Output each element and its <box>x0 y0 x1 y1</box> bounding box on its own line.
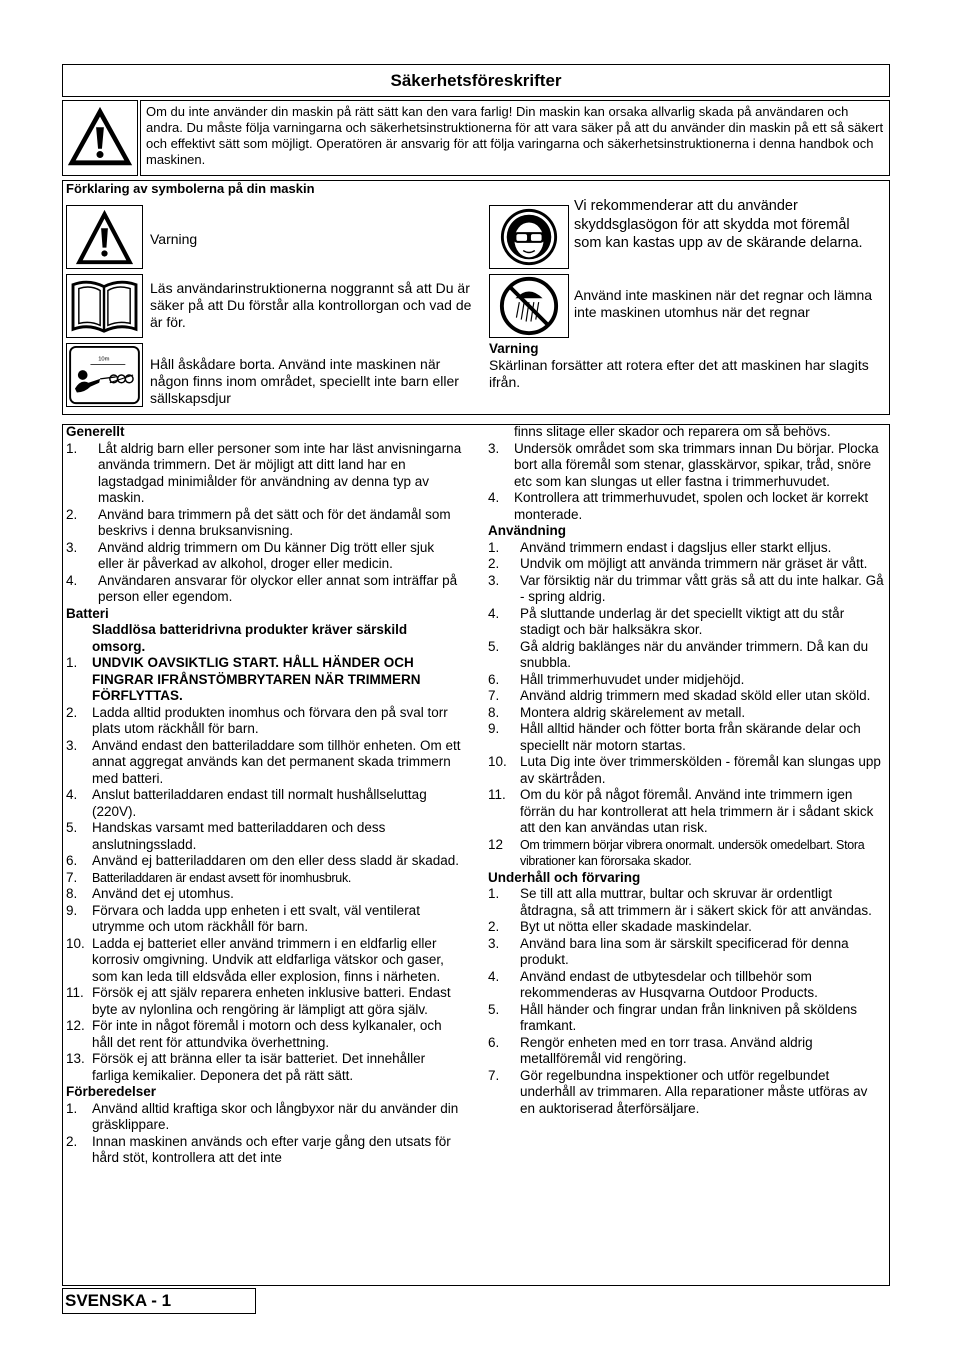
keep-bystanders-away-icon <box>66 343 143 407</box>
list-item-text: Förvara och ladda upp enheten i ett svalt, väl ventilerat utrymme och utom räckhåll för barn. <box>92 902 420 934</box>
line-warning-text: Skärlinan forsätter att rotera efter det att maskinen har slagits ifrån. <box>489 357 869 390</box>
list-item-text: Använd aldrig trimmern om Du känner Dig trött eller sjuk eller är påverkad av alkohol, droger eller medicin. <box>98 539 435 571</box>
list-item <box>488 936 884 969</box>
list-item-number: 7. <box>66 869 78 885</box>
list-item-text: Håll alltid händer och fötter borta från skärande delar och speciellt när motorn startas. <box>520 721 861 753</box>
list-item-number: 4. <box>66 572 78 588</box>
list-item <box>66 1051 462 1084</box>
list-item <box>488 705 884 722</box>
list-item-text: Om du kör på något föremål. Använd inte trimmern igen förrän du har kontrollerat att hela trimmern är i sådant skick att den kan användas utan risk. <box>520 787 874 835</box>
list-item-number: 2. <box>488 919 500 934</box>
list-item <box>66 870 462 887</box>
list-item-number: 3. <box>66 737 78 753</box>
list-item <box>488 490 884 523</box>
list-item <box>488 754 884 787</box>
list-item <box>488 1002 884 1035</box>
list-item-text: Använd aldrig trimmern med skadad sköld eller utan sköld. <box>520 688 871 703</box>
list-item <box>66 441 462 507</box>
list-item-number: 1. <box>66 440 78 456</box>
list-item-text: Ladda ej batteriet eller använd trimmern i en eldfarlig eller korrosiv omgivning. Undvik att eldfarliga vätskor och gaser, som kan leda till eldsvåda eller explosion, finns i närheten. <box>92 935 444 984</box>
page-title: Säkerhetsföreskrifter <box>62 64 890 97</box>
list-item-text: Försök ej att bränna eller ta isär batteriet. Det innehåller farliga kemikalier. Deponera det på rätt sätt. <box>92 1051 426 1083</box>
list-item <box>66 540 462 573</box>
list-item-text: Rengör enheten med en torr trasa. Använd aldrig metallföremål vid rengöring. <box>520 1034 813 1066</box>
list-item-number: 5. <box>488 1001 500 1017</box>
list-item-text: Se till att alla muttrar, bultar och skruvar är ordentligt åtdragna, så att trimmern är i säkert skick för att användas. <box>520 886 872 918</box>
list-item-number: 2. <box>66 1133 78 1149</box>
list-item <box>66 655 462 705</box>
manual-description: Läs användarinstruktionerna noggrannt så att Du är säker på att Du förstår alla kontrollorgan och vad de är för. <box>150 280 472 330</box>
list-item-text: Använd bara trimmern på det sätt och för det ändamål som beskrivs i denna bruksanvisning. <box>98 506 451 538</box>
list-item-number: 10. <box>66 935 85 951</box>
preparations-continued: finns slitage eller skador och reparera om så behövs. <box>514 424 831 439</box>
general-heading: Generellt <box>66 424 125 439</box>
symbols-heading: Förklaring av symbolerna på din maskin <box>66 181 315 196</box>
list-item-number: 8. <box>66 886 78 901</box>
list-item-text: Använd ej batteriladdaren om den eller dess sladd är skadad. <box>92 853 459 868</box>
list-item-number: 7. <box>488 688 500 703</box>
list-item-number: 4. <box>488 605 500 621</box>
list-item <box>488 672 884 689</box>
list-item-number: 2. <box>66 506 78 522</box>
list-item-number: 3. <box>488 935 500 951</box>
usage-heading: Användning <box>488 523 566 538</box>
list-item-text: Var försiktig när du trimmar vått gräs så att du inte halkar. Gå - spring aldrig. <box>520 572 884 604</box>
list-item-number: 11. <box>66 985 84 1000</box>
list-item-text: Använd endast den batteriladdare som tillhör enheten. Om ett annat aggregat används kan det permanent skada trimmern med batteri. <box>92 737 461 786</box>
list-item <box>66 1101 462 1134</box>
list-item-text: Gå aldrig baklänges när du använder trimmern. Då kan du snubbla. <box>520 638 869 670</box>
battery-heading: Batteri <box>66 605 109 621</box>
list-item-text: Byt ut nötta eller skadade maskindelar. <box>520 919 752 934</box>
warning-icon <box>62 100 138 176</box>
list-item-number: 1. <box>66 1100 78 1116</box>
maintenance-heading: Underhåll och förvaring <box>488 869 641 885</box>
list-item <box>488 919 884 936</box>
intro-warning-text: Om du inte använder din maskin på rätt sätt kan den vara farlig! Din maskin kan orsaka allvarlig skada på användaren och andra. Du måste följa varningarna och säkerhetsinstruktionerna för att vara säker på att du använder din maskin på ett så säkert och effektivt sätt som möjligt. Operatören är ansvarig för att följa varingarna och säkerhetsinstruktionerna i denna handbok och maskinen. <box>140 100 890 176</box>
list-item-text: Kontrollera att trimmerhuvudet, spolen och locket är korrekt monterade. <box>514 490 869 522</box>
list-item <box>488 573 884 606</box>
list-item <box>66 787 462 820</box>
list-item-number: 1. <box>66 655 78 670</box>
list-item-number: 4. <box>488 968 500 984</box>
list-item <box>66 886 462 903</box>
page-footer: SVENSKA - 1 <box>62 1288 256 1314</box>
list-item-text: Undvik om möjligt att använda trimmern när gräset är vått. <box>520 556 868 571</box>
right-column <box>488 424 884 1117</box>
list-item <box>66 738 462 788</box>
warning-triangle-icon <box>66 205 143 269</box>
list-item-number: 5. <box>488 638 500 654</box>
list-item-number: 8. <box>488 704 500 720</box>
list-item-number: 2. <box>66 704 78 720</box>
distance-label: 10m <box>98 356 110 363</box>
list-item <box>66 573 462 606</box>
list-item-text: För inte in något föremål i motorn och dess kylkanaler, och håll det rent för attundvika överhettning. <box>92 1018 442 1050</box>
goggles-description: Vi rekommenderar att du använder skyddsglasögon för att skydda mot föremål som kan kastas upp av de skärande delarna. <box>574 198 863 251</box>
list-item-number: 13. <box>66 1051 85 1066</box>
list-item-text: UNDVIK OAVSIKTLIG START. HÅLL HÄNDER OCH FINGRAR IFRÅNSTÖMBRYTAREN NÄR TRIMMERN FÖRFLYTTAS. <box>92 655 421 703</box>
list-item-text: Försök ej att själv reparera enheten inklusive batteri. Endast byte av nylonlina och rengöring är lämpligt att göra själv. <box>92 985 451 1017</box>
list-item-text: På sluttande underlag är det speciellt viktigt att du står stadigt och bär halksäkra skor. <box>520 605 845 637</box>
list-item <box>488 688 884 705</box>
list-item <box>488 969 884 1002</box>
list-item-text: Luta Dig inte över trimmerskölden - föremål kan slungas upp av skärtråden. <box>520 754 881 786</box>
list-item-text: Om trimmern börjar vibrera onormalt. undersök omedelbart. Stora vibrationer kan förorsaka skador. <box>520 837 865 868</box>
list-item-text: Handskas varsamt med batteriladdaren och dess anslutningssladd. <box>92 820 386 852</box>
list-item <box>488 721 884 754</box>
list-item-number: 10. <box>488 754 507 769</box>
list-item <box>66 705 462 738</box>
read-manual-icon <box>66 274 143 338</box>
list-item <box>488 1035 884 1068</box>
list-item <box>488 606 884 639</box>
left-column <box>66 424 462 1167</box>
list-item-number: 3. <box>488 572 500 588</box>
list-item-text: Gör regelbundna inspektioner och utför regelbundet underhåll av trimmaren. Alla reparationer måste utföras av en auktoriserad återförsäljare. <box>520 1067 868 1116</box>
list-item <box>66 903 462 936</box>
list-item <box>488 886 884 919</box>
list-item-text: Använd trimmern endast i dagsljus eller starkt elljus. <box>520 539 832 555</box>
list-item <box>488 639 884 672</box>
list-item-text: Undersök området som ska trimmars innan Du börjar. Plocka bort alla föremål som stenar, glasskärvor, spikar, tråd, snöre etc som kan slungas ut eller fastna i trimmerhuvudet. <box>514 440 879 489</box>
list-item-number: 6. <box>488 671 500 687</box>
list-item-number: 12. <box>66 1018 85 1033</box>
list-item-number: 7. <box>488 1067 500 1083</box>
list-item-text: Använd det ej utomhus. <box>92 886 234 901</box>
list-item-number: 6. <box>66 853 78 868</box>
list-item-number: 1. <box>488 539 500 555</box>
list-item-number: 3. <box>488 440 500 456</box>
list-item-number: 1. <box>488 886 500 901</box>
warning-label: Varning <box>150 231 198 247</box>
list-item <box>488 556 884 573</box>
list-item-number: 6. <box>488 1034 500 1050</box>
list-item-number: 4. <box>66 787 78 802</box>
list-item <box>66 985 462 1018</box>
list-item-number: 5. <box>66 820 78 835</box>
safety-goggles-icon <box>489 205 569 269</box>
list-item-text: Håll trimmerhuvudet under midjehöjd. <box>520 671 745 687</box>
battery-note: Sladdlösa batteridrivna produkter kräver särskild omsorg. <box>92 622 408 654</box>
bystanders-description: Håll åskådare borta. Använd inte maskinen när någon finns inom området, speciellt inte barn eller sällskapsdjur <box>150 356 459 406</box>
list-item-text: Innan maskinen används och efter varje gång den utsats för hård stöt, kontrollera att det inte <box>92 1133 451 1165</box>
list-item-text: Använd alltid kraftiga skor och långbyxor när du använder din gräsklippare. <box>92 1100 459 1132</box>
list-item <box>488 837 884 870</box>
list-item-text: Anslut batteriladdaren endast till normalt hushållseluttag (220V). <box>92 787 427 819</box>
no-rain-icon <box>489 274 569 338</box>
list-item <box>66 507 462 540</box>
rain-description: Använd inte maskinen när det regnar och lämna inte maskinen utomhus när det regnar <box>574 287 873 320</box>
list-item-text: Använd bara lina som är särskilt specificerad för denna produkt. <box>520 935 849 967</box>
list-item-number: 11. <box>488 787 506 802</box>
list-item <box>66 853 462 870</box>
list-item <box>488 787 884 837</box>
list-item <box>488 540 884 557</box>
list-item <box>66 1018 462 1051</box>
list-item-text: Ladda alltid produkten inomhus och förvara den på sval torr plats utom räckhåll för barn. <box>92 704 448 736</box>
line-warning-title: Varning <box>489 341 539 356</box>
list-item-text: Användaren ansvarar för olyckor eller annat som inträffar på person eller egendom. <box>98 572 458 604</box>
list-item <box>66 1134 462 1167</box>
list-item-text: Håll händer och fingrar undan från linkniven på sköldens framkant. <box>520 1001 857 1033</box>
list-item-number: 3. <box>66 539 78 555</box>
preparations-heading: Förberedelser <box>66 1084 157 1099</box>
list-item-text: Använd endast de utbytesdelar och tillbehör som rekommenderas av Husqvarna Outdoor Products. <box>520 968 818 1000</box>
list-item-number: 9. <box>66 902 78 918</box>
list-item <box>66 936 462 986</box>
list-item-text: Montera aldrig skärelement av metall. <box>520 704 746 720</box>
list-item-number: 4. <box>488 490 500 505</box>
list-item-text: Låt aldrig barn eller personer som inte har läst anvisningarna använda trimmern. Det är möjligt att ditt land har en lagstadgad minimiålder för användning av denna typ av maskin. <box>98 440 462 505</box>
list-item-number: 9. <box>488 721 500 736</box>
list-item-number: 12 <box>488 836 504 852</box>
list-item <box>488 1068 884 1118</box>
list-item-text: Batteriladdaren är endast avsett för inomhusbruk. <box>92 870 352 885</box>
list-item <box>66 820 462 853</box>
list-item-number: 2. <box>488 556 500 571</box>
list-item <box>488 441 884 491</box>
